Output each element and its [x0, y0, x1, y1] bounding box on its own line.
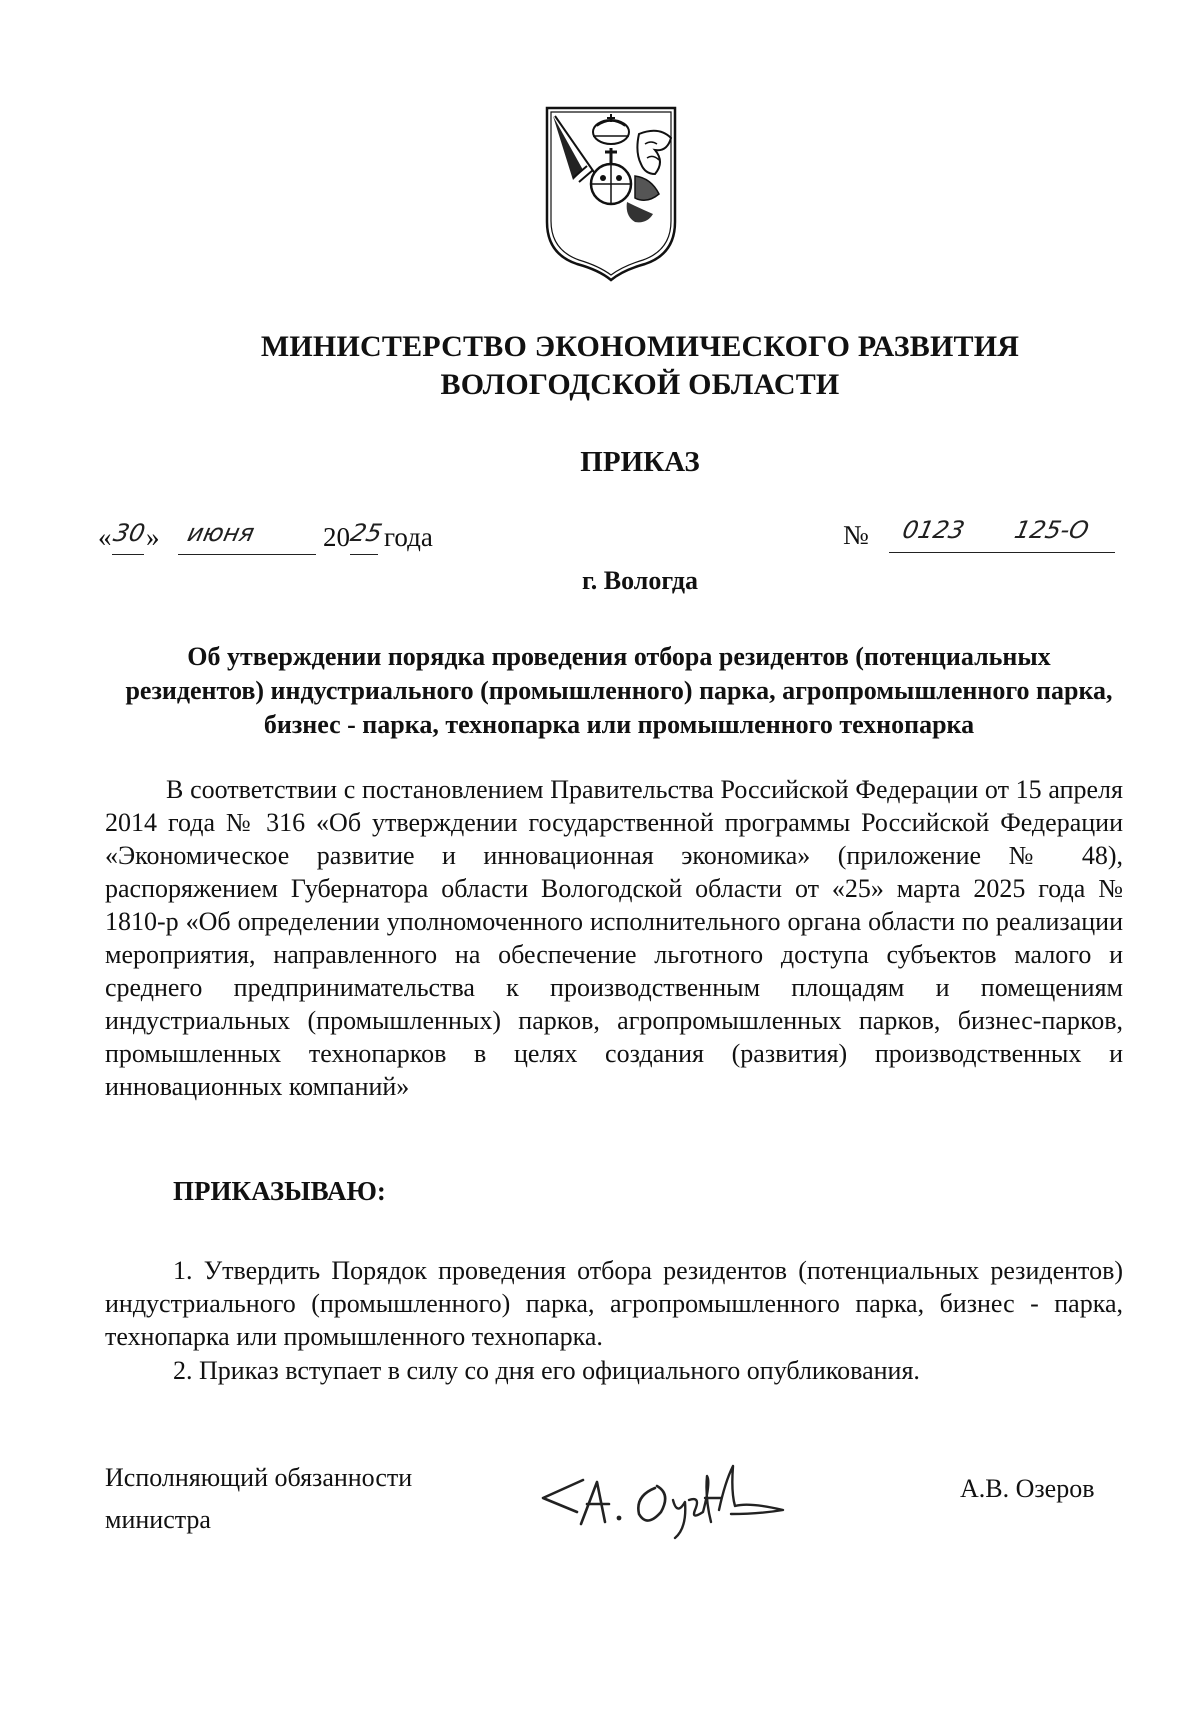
order-item-2: 2. Приказ вступает в силу со дня его официального опубликования. — [173, 1356, 920, 1385]
preamble-paragraph: В соответствии с постановлением Правительства Российской Федерации от 15 апреля 2014 года № 316 «Об утверждении государственной программы Российской Федерации «Экономическое развитие и инновационная экономика» (приложение № 48), распоряжением Губернатора области Вологодской области от «25» марта 2025 года № 1810-р «Об определении уполномоченного исполнительного органа области по реализации мероприятия, направленного на обеспечение льготного доступа субъектов малого и среднего предпринимательства к производственным площадям и помещениям индустриальных (промышленных) парков, агропромышленных парков, бизнес-парков, промышленных технопарков в целях создания (развития) производственных и инновационных компаний» — [105, 775, 1123, 1101]
handwritten-signature — [535, 1452, 805, 1542]
order-number — [843, 516, 1123, 554]
signatory-position — [105, 1457, 485, 1541]
date-month: июня — [185, 519, 257, 547]
date-year-word: года — [384, 522, 433, 552]
command-heading: ПРИКАЗЫВАЮ: — [173, 1176, 386, 1206]
signatory-name: А.В. Озеров — [960, 1474, 1095, 1503]
date-close-quote: » — [146, 522, 160, 552]
signatory-position-line-2: министра — [105, 1505, 211, 1534]
order-item-1: 1. Утвердить Порядок проведения отбора резидентов (потенциальных резидентов) индустриального (промышленного) парка, агропромышленного парка, бизнес - парка, технопарка или промышленного технопарка. — [105, 1256, 1123, 1351]
number-part-2: 125-О — [1012, 516, 1092, 544]
order-subject-heading: Об утверждении порядка проведения отбора резидентов (потенциальных резидентов) индустриального (промышленного) парка, агропромышленного парка, бизнес - парка, технопарка или промышленного технопарка — [125, 642, 1113, 739]
date-open-quote: « — [98, 522, 112, 552]
signatory-position-line-1: Исполняющий обязанности — [105, 1463, 413, 1492]
number-sign: № — [843, 520, 869, 550]
city-of-issue: г. Вологда — [581, 566, 699, 595]
ministry-name-line-2: ВОЛОГОДСКОЙ ОБЛАСТИ — [440, 368, 840, 401]
date-year-suffix: 25 — [348, 519, 385, 547]
date-year-prefix: 20 — [323, 522, 350, 552]
coat-of-arms-emblem — [543, 104, 679, 282]
document-type-title: ПРИКАЗ — [580, 446, 700, 478]
ministry-name-line-1: МИНИСТЕРСТВО ЭКОНОМИЧЕСКОГО РАЗВИТИЯ — [260, 330, 1020, 363]
number-part-1: 0123 — [900, 516, 968, 544]
order-date — [98, 519, 478, 556]
date-day: 30 — [111, 519, 148, 547]
